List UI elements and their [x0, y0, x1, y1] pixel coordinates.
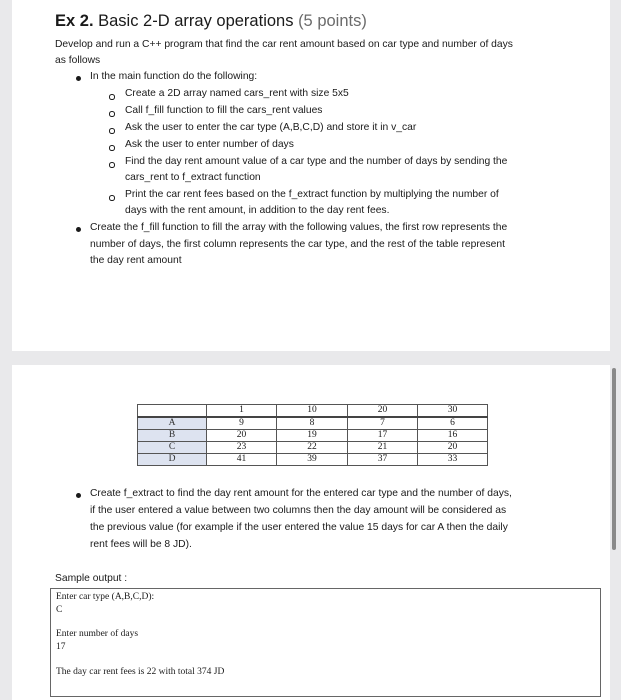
table-cell: 6	[418, 417, 488, 430]
table-cell: 9	[207, 417, 277, 430]
table-row	[138, 442, 488, 454]
bullet-icon	[76, 493, 81, 498]
table-cell: 20	[207, 430, 277, 442]
extract-bullet: if the user entered a value between two columns then the day amount will be considered as	[90, 505, 507, 516]
car-type-cell: D	[138, 454, 207, 466]
table-header-cell: 10	[277, 405, 348, 418]
table-card	[12, 365, 610, 700]
circle-bullet-icon	[109, 94, 115, 100]
rent-table	[137, 404, 488, 466]
step-item: Find the day rent amount value of a car type and the number of days by sending the	[125, 156, 508, 167]
intro-text: Develop and run a C++ program that find the car rent amount based on car type and number of days	[55, 39, 513, 50]
step-item: days with the rent amount, in addition to the day rent fees.	[125, 205, 390, 216]
car-type-cell: A	[138, 417, 207, 430]
intro-text: as follows	[55, 55, 101, 66]
table-header-cell: 20	[348, 405, 418, 418]
main-function-bullet: In the main function do the following:	[90, 71, 258, 82]
extract-bullet: rent fees will be 8 JD).	[90, 539, 192, 550]
table-cell: 19	[277, 430, 348, 442]
table-cell: 23	[207, 442, 277, 454]
step-item: cars_rent to f_extract function	[125, 172, 261, 183]
table-cell: 39	[277, 454, 348, 466]
input-car-text: C	[56, 605, 63, 615]
table-cell: 7	[348, 417, 418, 430]
input-days-text: 17	[56, 642, 66, 652]
bullet-icon	[76, 227, 81, 232]
prompt-days-text: Enter number of days	[56, 629, 139, 639]
result-text: The day car rent fees is 22 with total 374 JD	[56, 667, 225, 677]
step-item: Create a 2D array named cars_rent with size 5x5	[125, 88, 349, 99]
table-row	[138, 417, 488, 430]
table-cell: 20	[418, 442, 488, 454]
table-row	[138, 454, 488, 466]
table-cell: 16	[418, 430, 488, 442]
step-item: Ask the user to enter the car type (A,B,C,D) and store it in v_car	[125, 122, 417, 133]
table-header-cell: 1	[207, 405, 277, 418]
circle-bullet-icon	[109, 195, 115, 201]
table-row	[138, 430, 488, 442]
car-type-cell: C	[138, 442, 207, 454]
sample-output-label: Sample output :	[55, 573, 128, 584]
table-cell: 33	[418, 454, 488, 466]
exercise-title: Ex 2. Basic 2-D array operations (5 points)	[55, 12, 367, 30]
scrollbar[interactable]	[612, 368, 616, 550]
prompt-car-text: Enter car type (A,B,C,D):	[56, 592, 155, 602]
car-type-cell: B	[138, 430, 207, 442]
extract-bullet: Create f_extract to find the day rent amount for the entered car type and the number of days,	[90, 488, 512, 499]
fill-bullet: Create the f_fill function to fill the array with the following values, the first row represents the	[90, 222, 508, 233]
bullet-icon	[76, 76, 81, 81]
table-cell: 41	[207, 454, 277, 466]
circle-bullet-icon	[109, 162, 115, 168]
circle-bullet-icon	[109, 128, 115, 134]
step-item: Print the car rent fees based on the f_extract function by multiplying the number of	[125, 189, 499, 200]
step-item: Call f_fill function to fill the cars_rent values	[125, 105, 323, 116]
fill-bullet: the day rent amount	[90, 255, 182, 266]
circle-bullet-icon	[109, 111, 115, 117]
extract-bullet: the previous value (for example if the user entered the value 15 days for car A then the daily	[90, 522, 508, 533]
table-cell: 21	[348, 442, 418, 454]
table-cell: 37	[348, 454, 418, 466]
exercise-card	[12, 0, 610, 351]
fill-bullet: number of days, the first column represents the car type, and the rest of the table represent	[90, 239, 505, 250]
circle-bullet-icon	[109, 145, 115, 151]
table-cell: 17	[348, 430, 418, 442]
sample-output-box	[50, 588, 601, 697]
table-header-cell: 30	[418, 405, 488, 418]
table-cell: 8	[277, 417, 348, 430]
table-cell	[138, 405, 207, 418]
table-row	[138, 405, 488, 418]
table-cell: 22	[277, 442, 348, 454]
step-item: Ask the user to enter number of days	[125, 139, 294, 150]
